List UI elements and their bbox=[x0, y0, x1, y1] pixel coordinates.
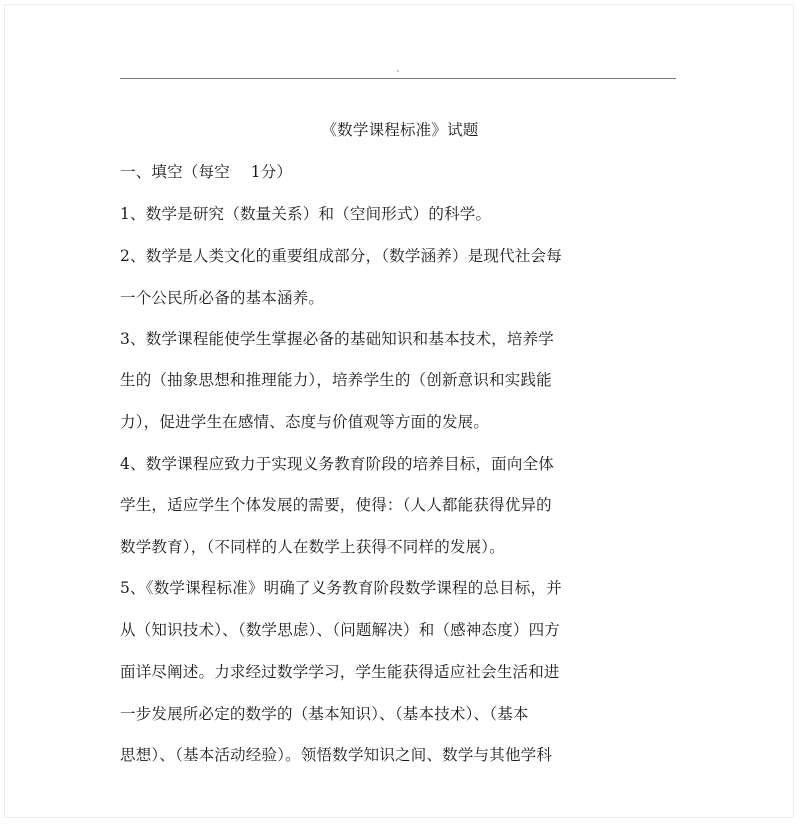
text-line-3: 一个公民所必备的基本涵养。 bbox=[120, 289, 325, 307]
text-line-8: 学生，适应学生个体发展的需要，使得：（人人都能获得优异的 bbox=[120, 496, 552, 514]
text-line-5: 生的（抽象思想和推理能力），培养学生的（创新意识和实践能 bbox=[120, 371, 552, 389]
text-line-7: 4、数学课程应致力于实现义务教育阶段的培养目标，面向全体 bbox=[120, 455, 554, 473]
section-heading: 一、填空（每空 1分） bbox=[120, 163, 293, 181]
text-line-10: 5、《数学课程标准》明确了义务教育阶段数学课程的总目标，并 bbox=[120, 579, 562, 597]
text-line-14: 思想）、（基本活动经验）。领悟数学知识之间、数学与其他学科 bbox=[120, 746, 553, 764]
text-line-13: 一步发展所必定的数学的（基本知识）、（基本技术）、（基本 bbox=[120, 705, 529, 723]
text-line-1: 1、数学是研究（数量关系）和（空间形式）的科学。 bbox=[120, 205, 492, 223]
header-mark bbox=[397, 70, 399, 72]
header-rule bbox=[120, 78, 676, 79]
text-line-4: 3、数学课程能使学生掌握必备的基础知识和基本技术，培养学 bbox=[120, 330, 554, 348]
document-title: 《数学课程标准》试题 bbox=[321, 121, 479, 139]
text-line-9: 数学教育），（不同样的人在数学上获得不同样的发展）。 bbox=[120, 538, 505, 556]
text-line-12: 面详尽阐述。力求经过数学学习，学生能获得适应社会生活和进 bbox=[120, 663, 560, 681]
text-line-2: 2、数学是人类文化的重要组成部分，（数学涵养）是现代社会每 bbox=[120, 247, 562, 265]
text-line-6: 力），促进学生在感情、态度与价值观等方面的发展。 bbox=[120, 413, 490, 431]
text-line-11: 从（知识技术）、（数学思虑）、（问题解决）和（感神态度）四方 bbox=[120, 621, 561, 639]
